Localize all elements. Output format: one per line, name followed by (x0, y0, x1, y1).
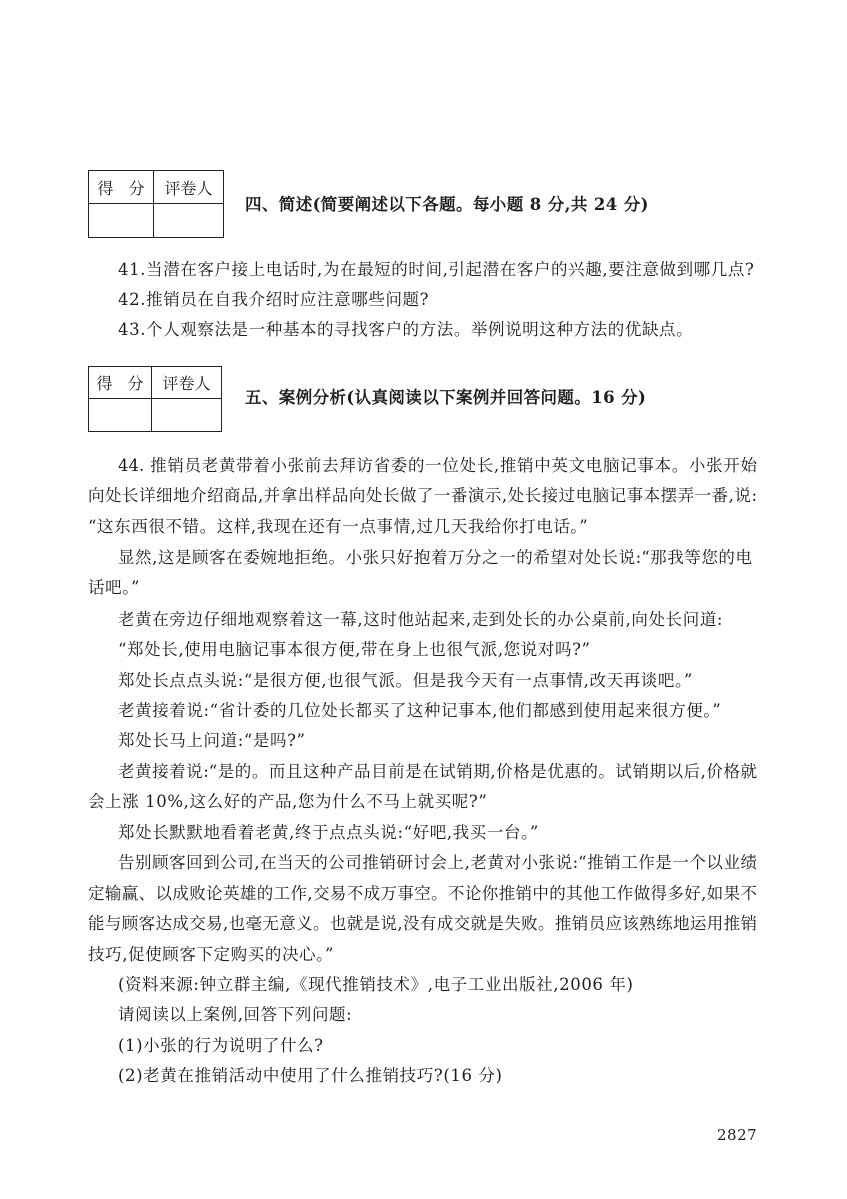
section-5-heading: 五、案例分析(认真阅读以下案例并回答问题。16 分) (245, 388, 647, 407)
case-line: 郑处长默默地看着老黄,终于点点头说:“好吧,我买一台。” (118, 823, 539, 842)
question-42: 42.推销员在自我介绍时应注意哪些问题? (118, 290, 430, 309)
case-instruction: 请阅读以上案例,回答下列问题: (118, 1005, 353, 1024)
section-4-heading: 四、简述(简要阐述以下各题。每小题 8 分,共 24 分) (245, 195, 649, 214)
case-line: 郑处长马上问道:“是吗?” (118, 731, 306, 750)
score-label: 得 分 (89, 171, 154, 204)
grader-label: 评卷人 (154, 171, 223, 204)
case-line: 话吧。” (88, 578, 141, 597)
score-entry-cell (89, 204, 154, 237)
grader-entry-cell (154, 204, 223, 237)
grader-entry-cell (152, 399, 221, 431)
case-line: 老黄在旁边仔细地观察着这一幕,这时他站起来,走到处长的办公桌前,向处长问道: (118, 610, 724, 629)
score-label: 得 分 (89, 367, 152, 399)
case-line: “郑处长,使用电脑记事本很方便,带在身上也很气派,您说对吗?” (118, 640, 591, 659)
case-line: 郑处长点点头说:“是很方便,也很气派。但是我今天有一点事情,改天再谈吧。” (118, 671, 693, 690)
case-line: 能与顾客达成交易,也毫无意义。也就是说,没有成交就是失败。推销员应该熟练地运用推销 (88, 914, 757, 933)
page-number: 2827 (717, 1126, 758, 1144)
question-43: 43.个人观察法是一种基本的寻找客户的方法。举例说明这种方法的优缺点。 (118, 320, 694, 339)
case-line: 向处长详细地介绍商品,并拿出样品向处长做了一番演示,处长接过电脑记事本摆弄一番,说: (88, 486, 757, 505)
sub-question-1: (1)小张的行为说明了什么? (118, 1036, 324, 1055)
score-box-section-5 (88, 366, 222, 432)
case-line: 老黄接着说:“省计委的几位处长都买了这种记事本,他们都感到使用起来很方便。” (118, 701, 722, 720)
score-entry-cell (89, 399, 152, 431)
question-41: 41.当潜在客户接上电话时,为在最短的时间,引起潜在客户的兴趣,要注意做到哪几点? (118, 260, 755, 279)
case-line: 显然,这是顾客在委婉地拒绝。小张只好抱着万分之一的希望对处长说:“那我等您的电 (118, 548, 752, 567)
grader-label: 评卷人 (152, 367, 221, 399)
case-source: (资料来源:钟立群主编,《现代推销技术》,电子工业出版社,2006 年) (118, 975, 634, 994)
case-line: “这东西很不错。这样,我现在还有一点事情,过几天我给你打电话。” (88, 517, 589, 536)
case-line: 会上涨 10%,这么好的产品,您为什么不马上就买呢?” (88, 792, 488, 811)
case-line: 老黄接着说:“是的。而且这种产品目前是在试销期,价格是优惠的。试销期以后,价格就 (118, 762, 757, 781)
case-line: 44. 推销员老黄带着小张前去拜访省委的一位处长,推销中英文电脑记事本。小张开始 (118, 456, 757, 475)
case-line: 定输赢、以成败论英雄的工作,交易不成万事空。不论你推销中的其他工作做得多好,如果不 (88, 884, 757, 903)
score-box-section-4 (88, 170, 224, 238)
sub-question-2: (2)老黄在推销活动中使用了什么推销技巧?(16 分) (118, 1066, 503, 1085)
case-line: 技巧,促使顾客下定购买的决心。” (88, 945, 335, 964)
case-line: 告别顾客回到公司,在当天的公司推销研讨会上,老黄对小张说:“推销工作是一个以业绩 (118, 853, 757, 872)
